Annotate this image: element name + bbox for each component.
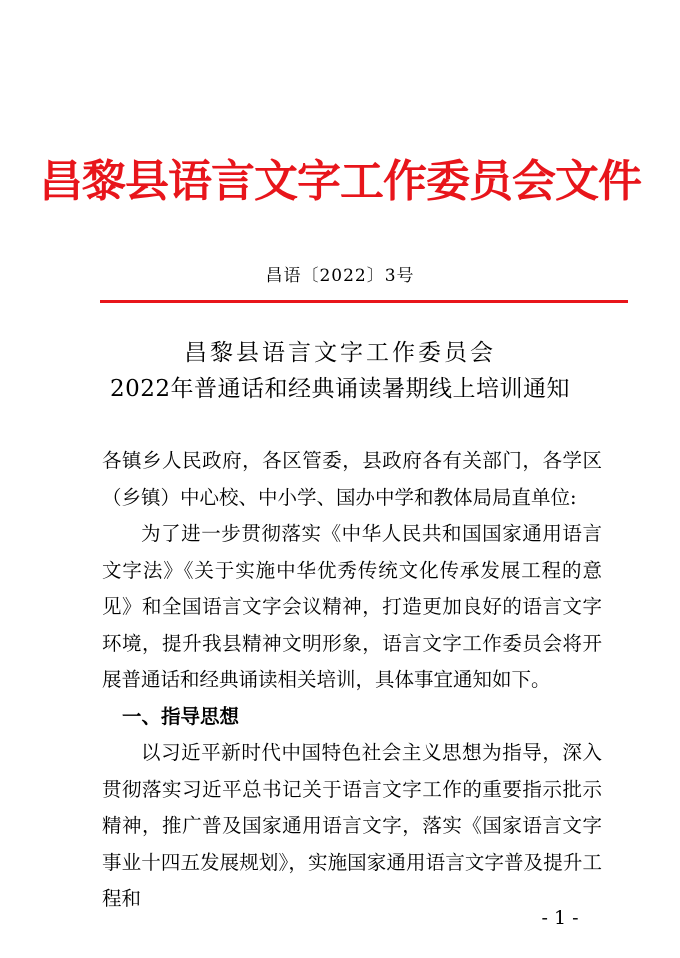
document-body [102,443,602,918]
section-heading-guiding-ideology: 一、指导思想 [122,704,240,728]
guiding-ideology-paragraph: 以习近平新时代中国特色社会主义思想为指导，深入贯彻落实习近平总书记关于语言文字工作的重要指示批示精神，推广普及国家通用语言文字，落实《国家语言文字事业十四五发展规划》，实施国家通用语言文字普及提升工程和 [102,741,602,910]
red-divider-line [100,300,628,303]
notice-title-line-2: 2022年普通话和经典诵读暑期线上培训通知 [109,376,571,402]
document-header-title: 昌黎县语言文字工作委员会文件 [39,156,641,207]
notice-title-line-1: 昌黎县语言文字工作委员会 [184,340,496,366]
recipients-paragraph: 各镇乡人民政府，各区管委，县政府各有关部门，各学区（乡镇）中心校、中小学、国办中学和教体局局直单位: [102,449,602,509]
document-number: 昌语〔2022〕3号 [265,266,415,286]
intro-paragraph: 为了进一步贯彻落实《中华人民共和国国家通用语言文字法》《关于实施中华优秀传统文化传承发展工程的意见》和全国语言文字会议精神，打造更加良好的语言文字环境，提升我县精神文明形象，语言文字工作委员会将开展普通话和经典诵读相关培训，具体事宜通知如下。 [102,522,602,691]
page-number: - 1 - [541,907,579,929]
